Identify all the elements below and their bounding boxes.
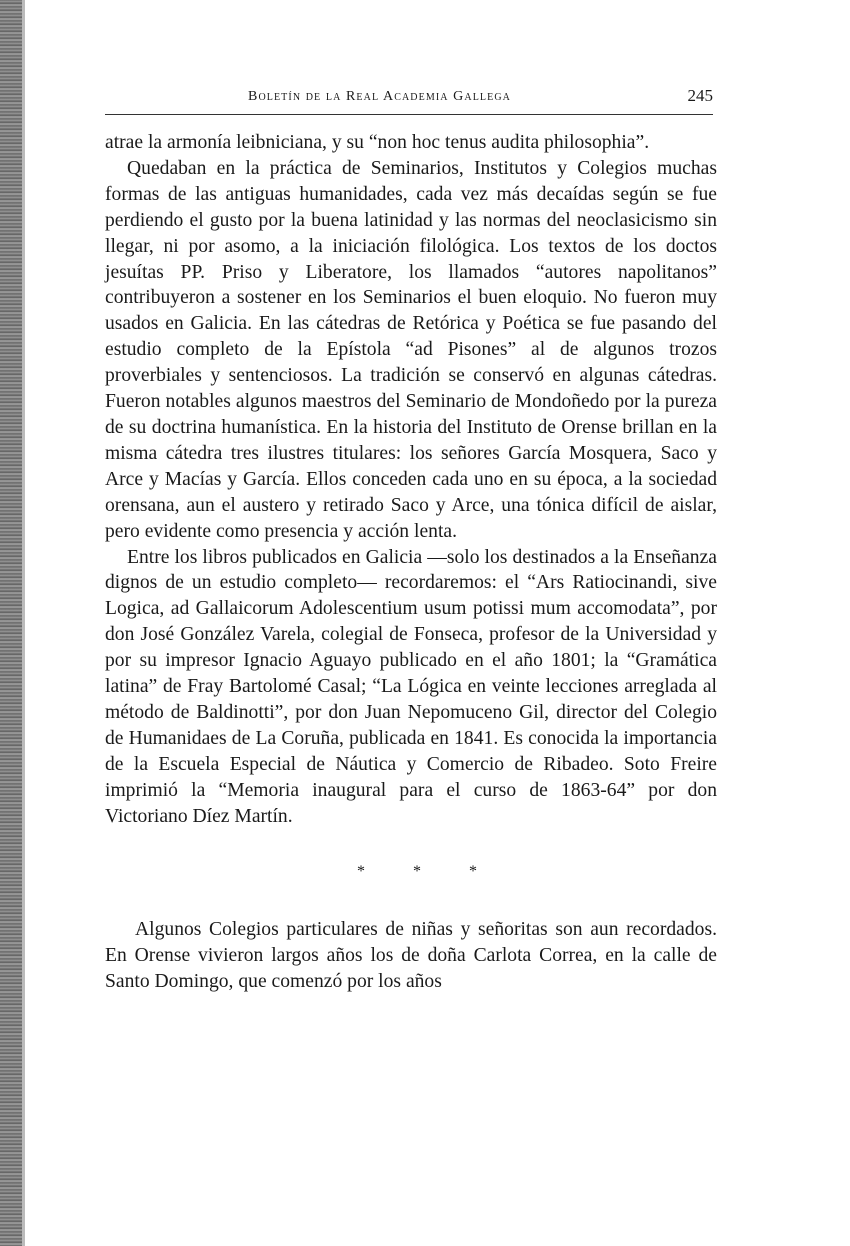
paragraph-3: Entre los libros publicados en Galicia —solo los destinados a la Enseñanza dignos de un estudio completo— recordaremos: el “Ars Ratiocinandi, sive Logica, ad Gallaicorum Adolescentium usum potissi mum accomodata”, por don José González Varela, colegial de Fonseca, profesor de la Universidad y por su impresor Ignacio Aguayo publicado en el año 1801; la “Gramática latina” de Fray Bartolomé Casal; “La Lógica en veinte lecciones arreglada al método de Baldinotti”, por don Juan Nepomuceno Gil, director del Colegio de Humanidaes de La Coruña, publicada en 1841. Es conocida la importancia de la Escuela Especial de Náutica y Comercio de Ribadeo. Soto Freire imprimió la “Memoria inaugural para el curso de 1863-64” por don Victoriano Díez Martín. (105, 546, 717, 827)
running-title: Boletín de la Real Academia Gallega (248, 89, 511, 104)
header-rule (105, 114, 713, 115)
page-body (105, 130, 717, 995)
paragraph-2: Quedaban en la práctica de Seminarios, Institutos y Colegios muchas formas de las antiguas humanidades, cada vez más decaídas según se fue perdiendo el gusto por la buena latinidad y las normas del neoclasicismo sin llegar, ni por asomo, a la iniciación filológica. Los textos de los doctos jesuítas PP. Priso y Liberatore, los llamados “autores napolitanos” contribuyeron a sostener en los Seminarios el buen eloquio. No fueron muy usados en Galicia. En las cátedras de Retórica y Poética se fue pasando del estudio completo de la Epístola “ad Pisones” al de algunos trozos proverbiales y sentenciosos. La tradición se conservó en algunas cátedras. Fueron notables algunos maestros del Seminario de Mondoñedo por la pureza de su doctrina humanística. En la historia del Instituto de Orense brillan en la misma cátedra tres ilustres titulares: los señores García Mosquera, Saco y Arce y Macías y García. Ellos conceden cada uno en su época, a la sociedad orensana, aun el austero y retirado Saco y Arce, una tónica difícil de aislar, pero evidente como presencia y acción lenta. (105, 157, 717, 542)
section-separator: * * * (357, 863, 499, 881)
paragraph-4: Algunos Colegios particulares de niñas y señoritas son aun recordados. En Orense vivieron largos años los de doña Carlota Correa, en la calle de Santo Domingo, que comenzó por los años (105, 919, 717, 993)
binding-shadow (22, 0, 25, 1246)
paragraph-1: atrae la armonía leibniciana, y su “non hoc tenus audita philosophia”. (105, 132, 650, 153)
page-number: 245 (687, 86, 713, 105)
page-header (105, 86, 713, 110)
book-binding-edge (0, 0, 22, 1246)
